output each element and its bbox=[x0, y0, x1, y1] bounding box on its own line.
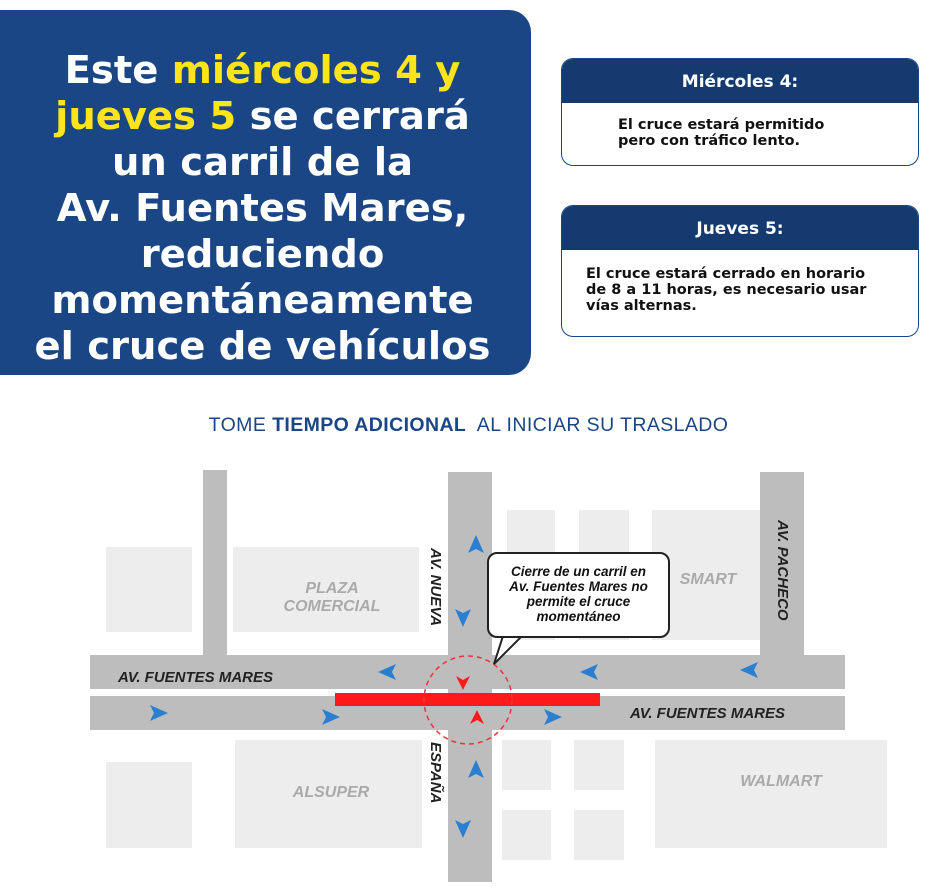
road-label-nueva: AV. NUEVA bbox=[427, 548, 444, 627]
callout-line: Av. Fuentes Mares no bbox=[509, 579, 648, 594]
callout-line: permite el cruce bbox=[526, 594, 631, 609]
headline-line-6: momentáneamente bbox=[51, 278, 474, 323]
card-title: Miércoles 4: bbox=[562, 59, 918, 103]
card-line: pero con tráfico lento. bbox=[618, 133, 801, 149]
card-line: El cruce estará permitido bbox=[618, 117, 825, 133]
headline-highlight-2: jueves 5 bbox=[55, 94, 237, 139]
road-label-fuentes-north: AV. FUENTES MARES bbox=[118, 669, 274, 686]
closure-callout bbox=[487, 552, 670, 638]
card-line: vías alternas. bbox=[586, 298, 697, 314]
road-label-espana: ESPAÑA bbox=[427, 742, 444, 804]
headline-line-4: Av. Fuentes Mares, bbox=[56, 186, 469, 231]
subtitle-post: AL INICIAR SU TRASLADO bbox=[466, 414, 729, 436]
headline-line-7: el cruce de vehículos bbox=[34, 324, 491, 369]
callout-line: momentáneo bbox=[536, 609, 621, 624]
block-label-smart: SMART bbox=[679, 571, 737, 588]
block bbox=[106, 547, 192, 632]
block-label-walmart: WALMART bbox=[740, 773, 822, 790]
block bbox=[502, 740, 551, 790]
card-line: El cruce estará cerrado en horario bbox=[586, 266, 866, 282]
callout-line: Cierre de un carril en bbox=[510, 564, 647, 579]
block bbox=[502, 810, 551, 860]
block-label-alsuper: ALSUPER bbox=[292, 784, 370, 801]
block bbox=[574, 810, 624, 860]
subtitle-bold: TIEMPO ADICIONAL bbox=[272, 414, 467, 436]
headline-rest-1: se cerrará bbox=[236, 94, 470, 139]
block-label-plaza-1: PLAZA bbox=[305, 580, 359, 597]
road-left-vertical bbox=[203, 470, 227, 658]
headline-line-5: reduciendo bbox=[140, 232, 385, 277]
card-line: de 8 a 11 horas, es necesario usar bbox=[586, 282, 867, 298]
card-title: Jueves 5: bbox=[562, 206, 918, 250]
road-label-pacheco: AV. PACHECO bbox=[774, 520, 791, 621]
block-walmart bbox=[655, 740, 887, 848]
block bbox=[106, 762, 192, 848]
block-label-plaza-2: COMERCIAL bbox=[283, 598, 381, 615]
block bbox=[574, 740, 624, 790]
headline-line-3: un carril de la bbox=[111, 140, 414, 185]
headline-highlight-1: miércoles 4 y bbox=[171, 48, 461, 93]
road-label-fuentes-south: AV. FUENTES MARES bbox=[630, 705, 786, 722]
closed-lane bbox=[335, 693, 600, 706]
subtitle-pre: TOME bbox=[208, 414, 273, 436]
headline-pre: Este bbox=[64, 48, 172, 93]
